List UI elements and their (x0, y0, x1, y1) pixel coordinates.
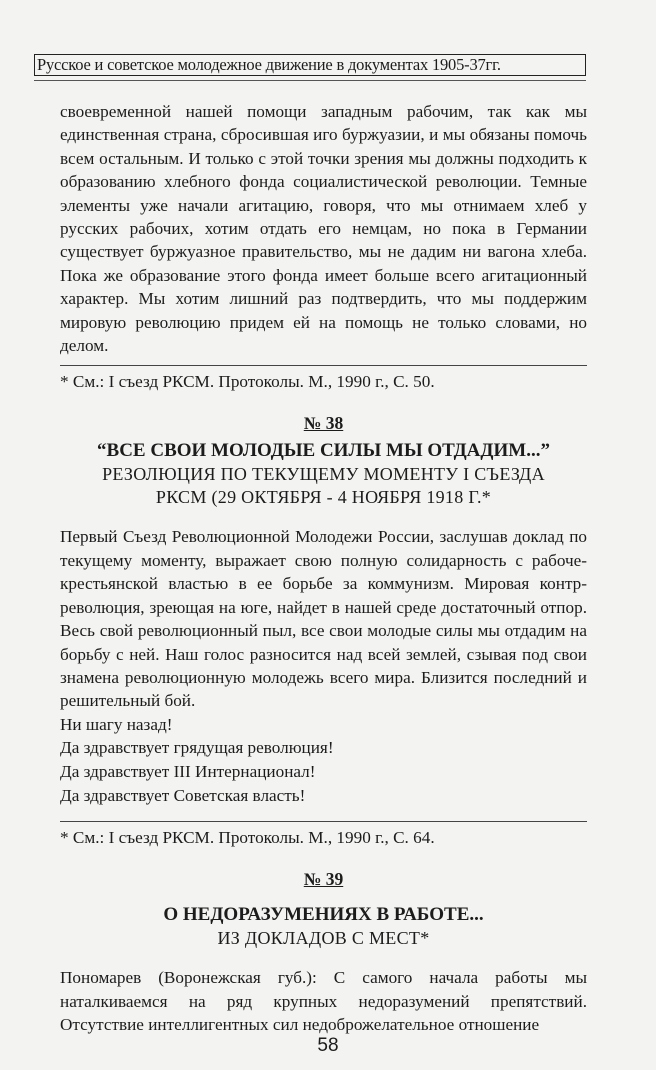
footnote-1: * См.: I съезд РКСМ. Протоколы. М., 1990 г., С. 50. (60, 365, 587, 393)
doc38-body-paragraph: Первый Съезд Революционной Молодежи России, заслушав доклад по текущему моменту, выражает свою полную солидарность с рабоче-крестьянской властью в ее борьбе за коммунизм. Мировая контр-революция, зреющая на юге, найдет в нашей среде достаточный отпор. Весь свой революционный пыл, все свои молодые силы мы отдадим на борьбу с ней. Наш голос разносится над всей землей, сзывая под свои знамена революционную молодежь всего мира. Близится последний и решительный бой. (60, 527, 587, 711)
footnote-2: * См.: I съезд РКСМ. Протоколы. М., 1990 г., С. 64. (60, 821, 587, 849)
doc-subtitle-39: ИЗ ДОКЛАДОВ С МЕСТ* (217, 928, 430, 949)
page-content (60, 100, 587, 1036)
continuation-paragraph: своевременной нашей помощи западным рабочим, так как мы единственная страна, сбросившая иго буржуазии, и мы обязаны помочь всем остальным. И только с этой точки зрения мы должны подходить к образованию хлебного фонда социалистической революции. Темные элементы уже начали агитацию, говоря, что мы отнимаем хлеб у русских рабочих, хотим отдать его немцам, но пока в Германии существует буржуазное правительство, мы не дадим ни вагона хлеба. Пока же образование этого фонда имеет больше всего агитационный характер. Мы хотим лишний раз подтвердить, что мы поддержим мировую революцию придем ей на помощь не только словами, но делом. (60, 102, 587, 356)
doc-number-39: № 39 (303, 869, 344, 890)
slogan-4: Да здравствует Советская власть! (60, 785, 306, 805)
doc-title-39: О НЕДОРАЗУМЕНИЯХ В РАБОТЕ... (163, 904, 484, 926)
doc-subtitle-38-line2: РКСМ (29 ОКТЯБРЯ - 4 НОЯБРЯ 1918 Г.* (155, 487, 492, 508)
slogan-1: Ни шагу назад! (60, 714, 173, 734)
doc-number-38: № 38 (303, 413, 344, 434)
page-number: 58 (317, 1035, 339, 1056)
slogan-3: Да здравствует III Интернационал! (60, 761, 316, 781)
doc-subtitle-38-line1: РЕЗОЛЮЦИЯ ПО ТЕКУЩЕМУ МОМЕНТУ I СЪЕЗДА (102, 464, 545, 485)
header-rule (34, 80, 586, 81)
running-header: Русское и советское молодежное движение в документах 1905-37гг. (34, 54, 586, 76)
slogan-2: Да здравствует грядущая революция! (60, 738, 334, 758)
doc39-body-paragraph: Пономарев (Воронежская губ.): С самого начала работы мы наталкиваемся на ряд крупных недоразумений препятствий. Отсутствие интеллигентных сил недоброжелательное отношение (60, 968, 587, 1034)
doc-title-38: “ВСЕ СВОИ МОЛОДЫЕ СИЛЫ МЫ ОТДАДИМ...” (97, 440, 550, 462)
